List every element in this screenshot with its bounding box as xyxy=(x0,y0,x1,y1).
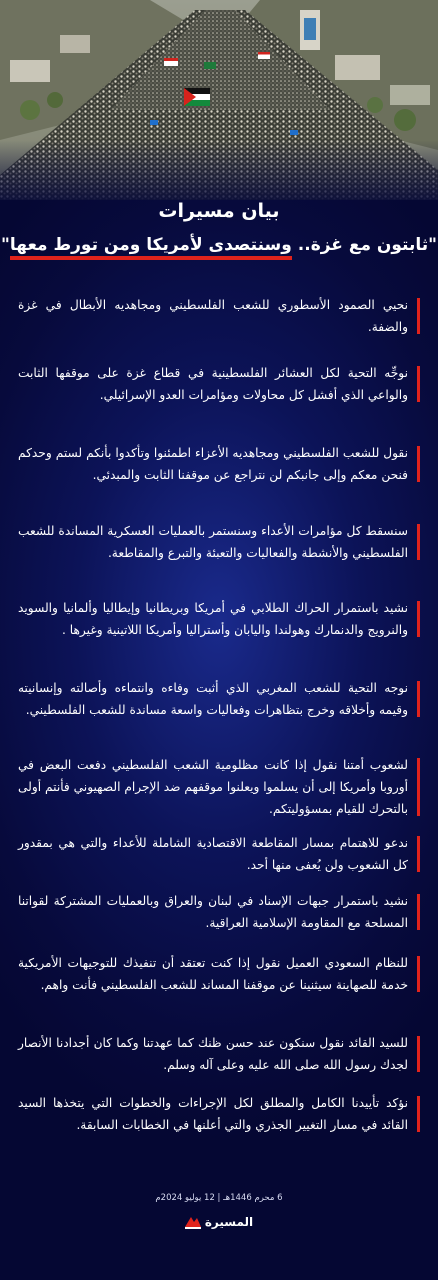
statement-item: ندعو للاهتمام بمسار المقاطعة الاقتصادية الشاملة للأعداء والتي هي بمقدور كل الشعوب ولن يُعفى منها أحد. xyxy=(18,832,420,876)
statement-item: نقول للشعب الفلسطيني ومجاهديه الأعزاء اطمئنوا وتأكدوا بأنكم لستم وحدكم فنحن معكم وإلى جانبكم لن نتراجع عن موقفنا الثابت والمبدئي. xyxy=(18,442,420,486)
headline-wrap xyxy=(0,231,438,261)
statement-item: نشيد باستمرار الحراك الطلابي في أمريكا وبريطانيا وإيطاليا وألمانيا والسويد والنرويج والدنمارك وهولندا واليابان وأستراليا وأمريكا اللاتينية وغيرها . xyxy=(18,597,420,641)
statement-header xyxy=(0,197,438,261)
headline-part2: وسنتصدى لأمريكا ومن تورط معها xyxy=(10,235,292,260)
statement-headline xyxy=(0,231,438,261)
headline-part1: ثابتون مع غزة.. xyxy=(291,235,429,255)
almasirah-logo xyxy=(169,1212,269,1232)
statement-item: نوجِّه التحية لكل العشائر الفلسطينية في قطاع غزة على موقفها الثابت والواعي الذي أفشل كل محاولات ومؤامرات العدو الإسرائيلي. xyxy=(18,362,420,406)
statement-item: سنسقط كل مؤامرات الأعداء وسنستمر بالعمليات العسكرية المساندة للشعب الفلسطيني والأنشطة والفعاليات والتعبئة والتبرع والمقاطعة. xyxy=(18,520,420,564)
statement-item: نؤكد تأييدنا الكامل والمطلق لكل الإجراءات والخطوات التي يتخذها السيد القائد في مسار التغيير الجذري والتي أعلنها في الخطابات السابقة. xyxy=(18,1092,420,1136)
statement-kicker: بيان مسيرات xyxy=(158,200,280,222)
statement-item: نشيد باستمرار جبهات الإسناد في لبنان والعراق وبالعمليات المشتركة لقواتنا المسلحة مع المقاومة الإسلامية العراقية. xyxy=(18,890,420,934)
statement-item: نوجه التحية للشعب المغربي الذي أثبت وفاءه وانتماءه وأصالته وإنسانيته وقيمه وأخلاقه وخرج بتظاهرات وفعاليات واسعة مساندة للشعب الفلسطيني. xyxy=(18,677,420,721)
logo-text: المسيرة xyxy=(204,1215,254,1229)
logo-mark-icon xyxy=(185,1215,201,1229)
statement-item: لشعوب أمتنا نقول إذا كانت مظلومية الشعب الفلسطيني دفعت البعض في أوروبا وأمريكا إلى أن يسلموا ويعلنوا موقفهم ضد الإجرام الصهيوني فأنتم أولى بالتحرك للقيام بمسؤوليتكم. xyxy=(18,754,420,820)
headline-quote-close: " xyxy=(0,235,10,255)
statement-date: 6 محرم 1446هـ | 12 يوليو 2024م xyxy=(155,1193,283,1203)
statement-item: للنظام السعودي العميل نقول إذا كنت تعتقد أن تنفيذك للتوجيهات الأمريكية خدمة للصهاينة سيثنينا عن موقفنا المساند للشعب الفلسطيني فأنت واهم. xyxy=(18,952,420,996)
crowd-photo xyxy=(0,0,438,200)
statement-item: نحيي الصمود الأسطوري للشعب الفلسطيني ومجاهديه الأبطال في غزة والضفة. xyxy=(18,294,420,338)
flag-graphic xyxy=(184,88,210,106)
photo-fade xyxy=(0,140,438,200)
statement-item: للسيد القائد نقول سنكون عند حسن ظنك كما عهدتنا وكما كان أجدادنا الأنصار لجدك رسول الله صلى الله عليه وعلى آله وسلم. xyxy=(18,1032,420,1076)
headline-quote-open: " xyxy=(428,235,438,255)
